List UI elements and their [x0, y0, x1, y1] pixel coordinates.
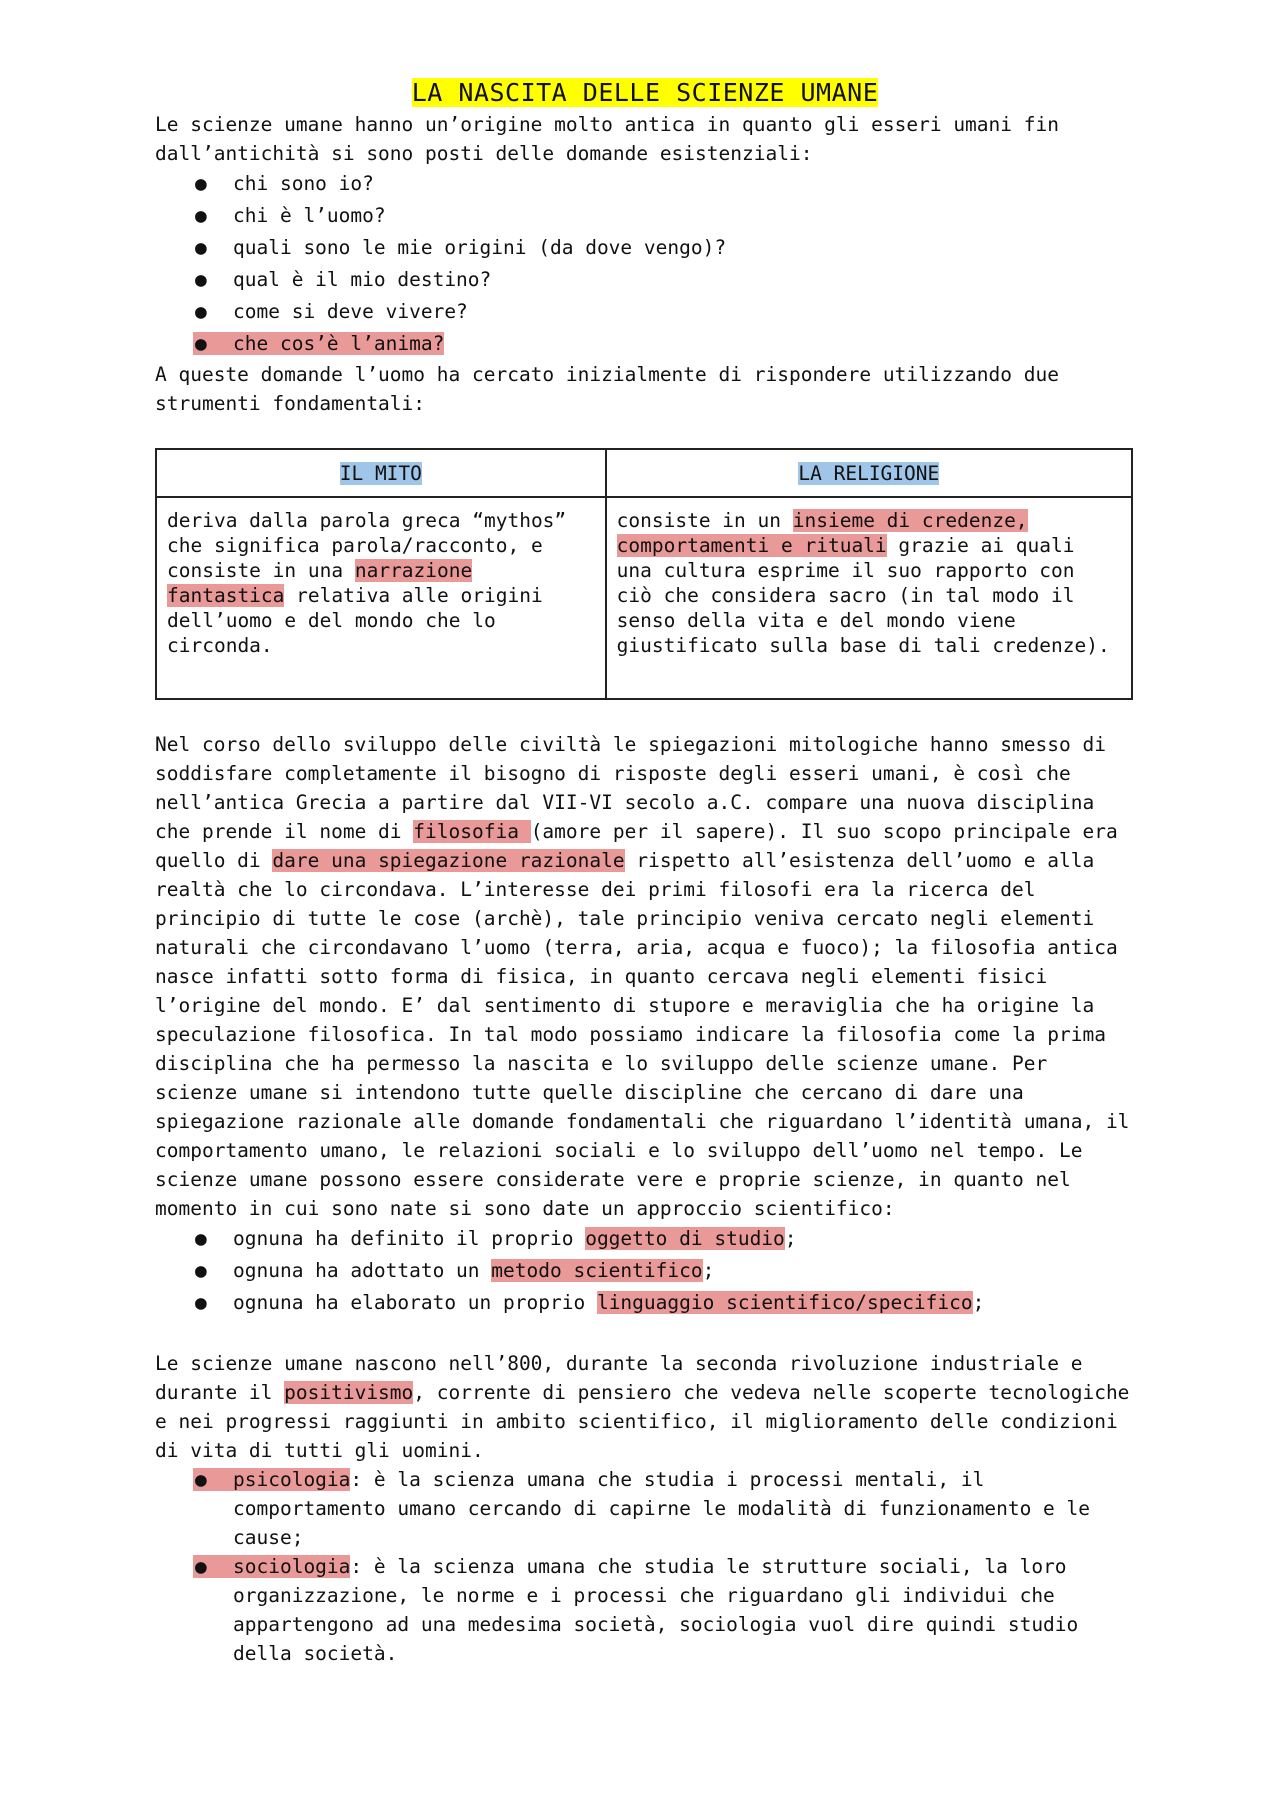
bullet-icon: ●: [195, 332, 207, 355]
bullet-icon: ●: [195, 300, 207, 323]
table-header-religion: LA RELIGIONE: [606, 449, 1132, 497]
bullet-icon: ●: [195, 236, 207, 259]
table-cell-religion: consiste in un insieme di credenze, comportamenti e rituali grazie ai quali una cultura esprime il suo rapporto con ciò che considera sacro (in tal modo il senso della vita e del mondo viene giustificato sulla base di tali credenze).: [606, 497, 1132, 699]
list-item-highlighted: ● che cos’è l’anima?: [155, 328, 1135, 360]
list-item: ● quali sono le mie origini (da dove vengo)?: [155, 232, 1135, 264]
list-item: ● come si deve vivere?: [155, 296, 1135, 328]
sciences-list: [155, 1465, 1135, 1668]
list-item: ● ognuna ha definito il proprio oggetto di studio;: [155, 1223, 1135, 1255]
list-item: ● qual è il mio destino?: [155, 264, 1135, 296]
table-header-myth: IL MITO: [156, 449, 606, 497]
tools-intro-paragraph: A queste domande l’uomo ha cercato inizialmente di rispondere utilizzando due strumenti fondamentali:: [155, 363, 1059, 415]
bullet-icon: ●: [195, 1291, 207, 1314]
bullet-icon: ●: [195, 1468, 207, 1491]
document-content: [155, 76, 1135, 1668]
positivism-paragraph: Le scienze umane nascono nell’800, durante la seconda rivoluzione industriale e durante il positivismo, corrente di pensiero che vedeva nelle scoperte tecnologiche e nei progressi raggiunti in ambito scientifico, il miglioramento delle condizioni di vita di tutti gli uomini.: [155, 1352, 1130, 1462]
myth-religion-table: [155, 448, 1133, 700]
list-item: ● chi sono io?: [155, 168, 1135, 200]
approach-list: [155, 1223, 1135, 1319]
table-cell-myth: deriva dalla parola greca “mythos” che significa parola/racconto, e consiste in una narrazione fantastica relativa alle origini dell’uomo e del mondo che lo circonda.: [156, 497, 606, 699]
philosophy-paragraph: Nel corso dello sviluppo delle civiltà le spiegazioni mitologiche hanno smesso di soddisfare completamente il bisogno di risposte degli esseri umani, è così che nell’antica Grecia a partire dal VII-VI secolo a.C. compare una nuova disciplina che prende il nome di filosofia (amore per il sapere). Il suo scopo principale era quello di dare una spiegazione razionale rispetto all’esistenza dell’uomo e alla realtà che lo circondava. L’interesse dei primi filosofi era la ricerca del principio di tutte le cose (archè), tale principio veniva cercato negli elementi naturali che circondavano l’uomo (terra, aria, acqua e fuoco); la filosofia antica nasce infatti sotto forma di fisica, in quanto cercava negli elementi fisici l’origine del mondo. E’ dal sentimento di stupore e meraviglia che ha origine la speculazione filosofica. In tal modo possiamo indicare la filosofia come la prima disciplina che ha permesso la nascita e lo sviluppo delle scienze umane. Per scienze umane si intendono tutte quelle discipline che cercano di dare una spiegazione razionale alle domande fondamentali che riguardano l’identità umana, il comportamento umano, le relazioni sociali e lo sviluppo dell’uomo nel tempo. Le scienze umane possono essere considerate vere e proprie scienze, in quanto nel momento in cui sono nate si sono date un approccio scientifico:: [155, 733, 1130, 1220]
list-item: ● ognuna ha adottato un metodo scientifico;: [155, 1255, 1135, 1287]
list-item: ● ognuna ha elaborato un proprio linguaggio scientifico/specifico;: [155, 1287, 1135, 1319]
bullet-icon: ●: [195, 172, 207, 195]
list-item-sociologia: ● sociologia: è la scienza umana che studia le strutture sociali, la loro organizzazione, le norme e i processi che riguardano gli individui che appartengono ad una medesima società, sociologia vuol dire quindi studio della società.: [155, 1552, 1135, 1668]
bullet-icon: ●: [195, 204, 207, 227]
bullet-icon: ●: [195, 268, 207, 291]
bullet-icon: ●: [195, 1555, 207, 1578]
intro-paragraph: Le scienze umane hanno un’origine molto antica in quanto gli esseri umani fin dall’antichità si sono posti delle domande esistenziali:: [155, 113, 1059, 165]
list-item-psicologia: ● psicologia: è la scienza umana che studia i processi mentali, il comportamento umano cercando di capirne le modalità di funzionamento e le cause;: [155, 1465, 1135, 1552]
list-item: ● chi è l’uomo?: [155, 200, 1135, 232]
page-title: [155, 76, 1135, 110]
bullet-icon: ●: [195, 1227, 207, 1250]
title-text: LA NASCITA DELLE SCIENZE UMANE: [411, 78, 879, 107]
questions-list: [155, 168, 1135, 360]
bullet-icon: ●: [195, 1259, 207, 1282]
